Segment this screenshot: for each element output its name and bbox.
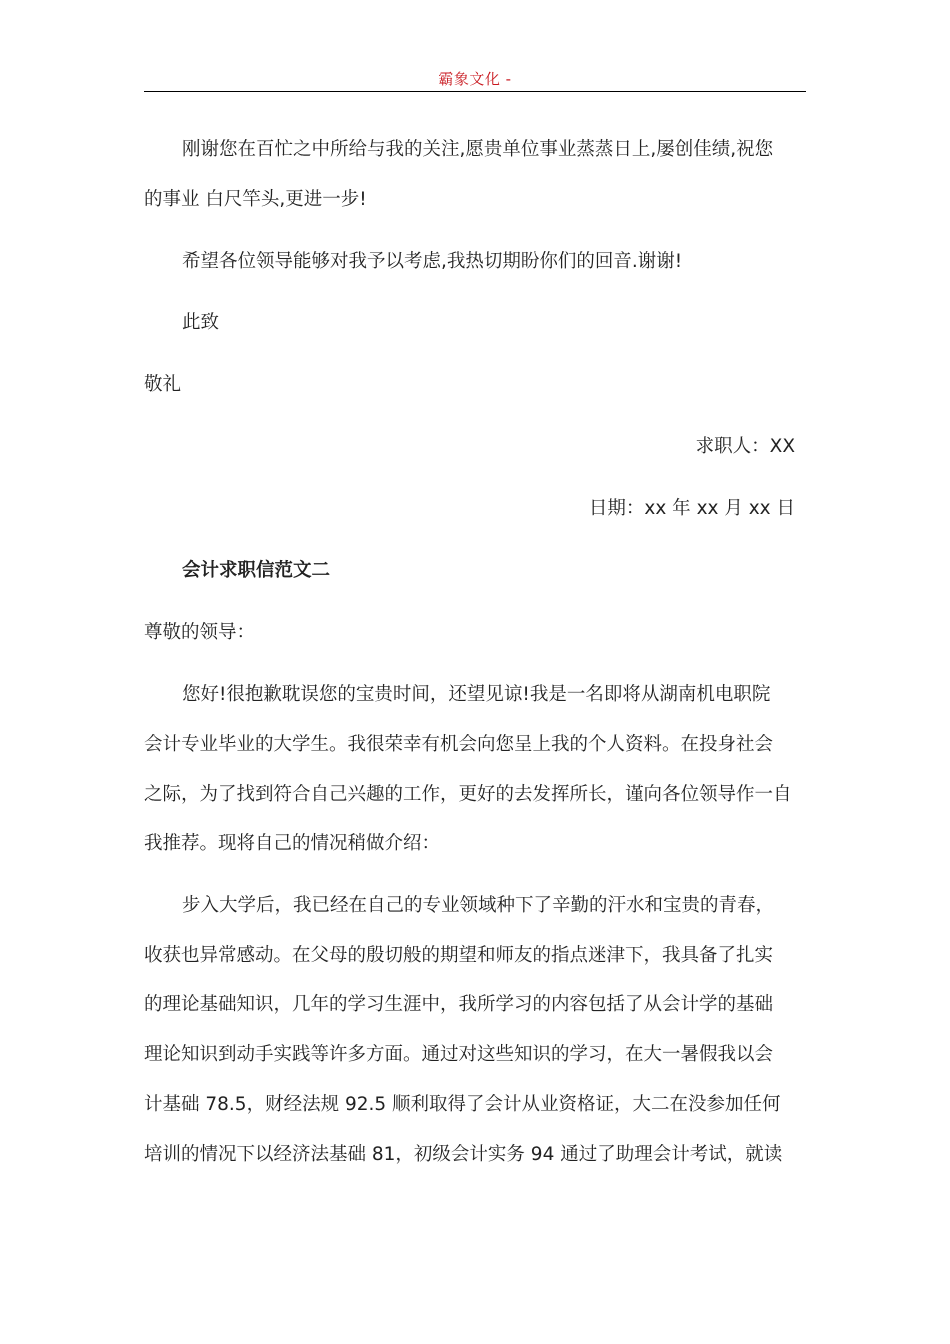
paragraph-2-line-1: 步入大学后，我已经在自己的专业领域种下了辛勤的汗水和宝贵的青春，: [182, 895, 775, 916]
hope-paragraph: 希望各位领导能够对我予以考虑,我热切期盼你们的回音.谢谢!: [182, 251, 683, 272]
header-title: 霸象文化 -: [438, 70, 512, 88]
paragraph-1-line-2: 会计专业毕业的大学生。我很荣幸有机会向您呈上我的个人资料。在投身社会: [144, 734, 774, 755]
greeting: 尊敬的领导：: [144, 622, 256, 643]
page-header: [144, 66, 806, 92]
paragraph-2-line-3: 的理论基础知识，几年的学习生涯中，我所学习的内容包括了从会计学的基础: [144, 994, 774, 1015]
paragraph-1-line-1: 您好!很抱歉耽误您的宝贵时间，还望见谅!我是一名即将从湖南机电职院: [182, 684, 771, 705]
salutation: 此致: [182, 312, 220, 333]
paragraph-1-line-4: 我推荐。现将自己的情况稍做介绍：: [144, 833, 441, 854]
signer: 求职人：XX: [695, 436, 795, 457]
regards: 敬礼: [144, 374, 182, 395]
paragraph-2-line-6: 培训的情况下以经济法基础 81，初级会计实务 94 通过了助理会计考试，就读: [144, 1144, 783, 1165]
paragraph-1-line-3: 之际，为了找到符合自己兴趣的工作，更好的去发挥所长，谨向各位领导作一自: [144, 784, 792, 805]
paragraph-2-line-2: 收获也异常感动。在父母的殷切般的期望和师友的指点迷津下，我具备了扎实: [144, 945, 774, 966]
section-title: 会计求职信范文二: [182, 560, 331, 581]
date: 日期：xx 年 xx 月 xx 日: [588, 498, 795, 519]
closing-paragraph-line-2: 的事业 白尺竿头,更进一步!: [144, 189, 367, 210]
paragraph-2-line-4: 理论知识到动手实践等许多方面。通过对这些知识的学习，在大一暑假我以会: [144, 1044, 774, 1065]
closing-paragraph-line-1: 刚谢您在百忙之中所给与我的关注,愿贵单位事业蒸蒸日上,屡创佳绩,祝您: [182, 139, 774, 160]
paragraph-2-line-5: 计基础 78.5，财经法规 92.5 顺利取得了会计从业资格证，大二在没参加任何: [144, 1094, 781, 1115]
